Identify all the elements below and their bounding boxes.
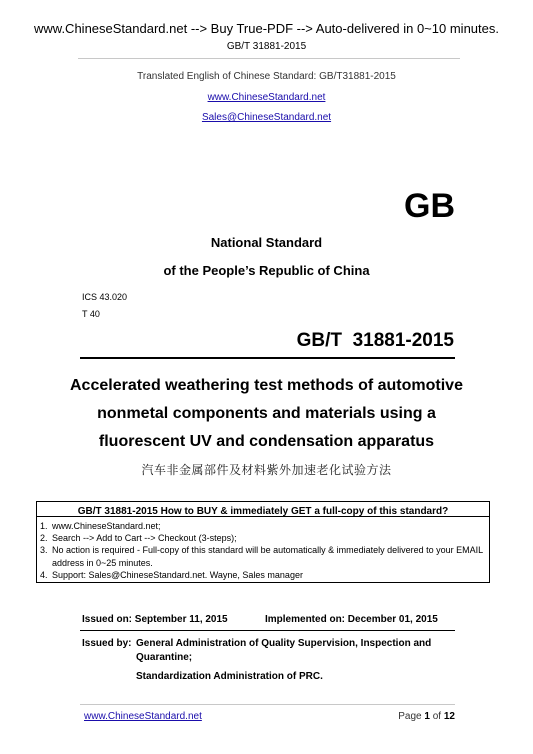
gb-logo: GB [404, 187, 455, 225]
standard-number-divider [80, 357, 455, 359]
buy-box-divider [37, 516, 489, 517]
top-standard-code: GB/T 31881-2015 [226, 41, 307, 52]
issued-by-label: Issued by: [82, 638, 132, 649]
implemented-on-date: Implemented on: December 01, 2015 [265, 614, 438, 625]
issued-by-line-2: Quarantine; [136, 652, 193, 663]
issued-by-line-1: General Administration of Quality Supervision, Inspection and [136, 638, 432, 649]
buy-step-text: Support: Sales@ChineseStandard.net. Wayne, Sales manager [52, 569, 303, 580]
page-total: 12 [443, 711, 455, 722]
footer-site-link[interactable]: www.ChineseStandard.net [84, 711, 202, 722]
country-heading: of the People’s Republic of China [163, 263, 370, 278]
buy-step-text: www.ChineseStandard.net; [52, 521, 161, 531]
standard-number: GB/T 31881-2015 [296, 330, 454, 351]
header-site-container [0, 92, 533, 103]
title-chinese: 汽车非金属部件及材料紫外加速老化试验方法 [141, 463, 392, 477]
header-email-container [0, 112, 533, 123]
page-current: 1 [424, 711, 430, 722]
page-middle: of [429, 711, 444, 722]
issued-on-date: Issued on: September 11, 2015 [82, 614, 228, 625]
email-link[interactable]: Sales@ChineseStandard.net [201, 112, 332, 123]
buy-step-2 [37, 532, 489, 544]
buy-box [36, 501, 490, 583]
national-standard-heading: National Standard [210, 235, 323, 250]
header-divider [78, 58, 460, 59]
buy-step-text: Search --> Add to Cart --> Checkout (3-steps); [52, 533, 237, 544]
title-line-3: fluorescent UV and condensation apparatus [98, 433, 435, 450]
buy-step-text: No action is required - Full-copy of this standard will be automatically & immediately delivered to your EMAIL address in 0~25 minutes. [52, 545, 483, 568]
buy-step-4 [37, 569, 489, 581]
t-code: T 40 [82, 309, 100, 319]
page-indicator [380, 711, 455, 722]
site-link[interactable]: www.ChineseStandard.net [207, 92, 326, 103]
translated-note: Translated English of Chinese Standard: GB/T31881-2015 [137, 71, 396, 82]
issued-by-line-3: Standardization Administration of PRC. [136, 671, 323, 682]
page-prefix: Page [398, 711, 425, 722]
footer-link-container [84, 711, 202, 722]
buy-step-number: 1. [40, 521, 48, 531]
dates-divider [80, 630, 455, 631]
buy-step-number: 3. [40, 545, 48, 556]
title-line-2: nonmetal components and materials using a [97, 405, 436, 422]
buy-steps-list [37, 520, 489, 581]
buy-step-number: 2. [40, 533, 48, 544]
ics-code: ICS 43.020 [82, 292, 128, 302]
footer-divider [80, 704, 455, 705]
buy-step-3 [37, 544, 489, 568]
buy-step-1 [37, 520, 489, 532]
top-banner: www.ChineseStandard.net --> Buy True-PDF --> Auto-delivered in 0~10 minutes. [34, 21, 499, 36]
buy-step-number: 4. [40, 569, 48, 580]
title-line-1: Accelerated weathering test methods of automotive [70, 377, 463, 394]
buy-box-header: GB/T 31881-2015 How to BUY & immediately GET a full-copy of this standard? [77, 506, 449, 517]
